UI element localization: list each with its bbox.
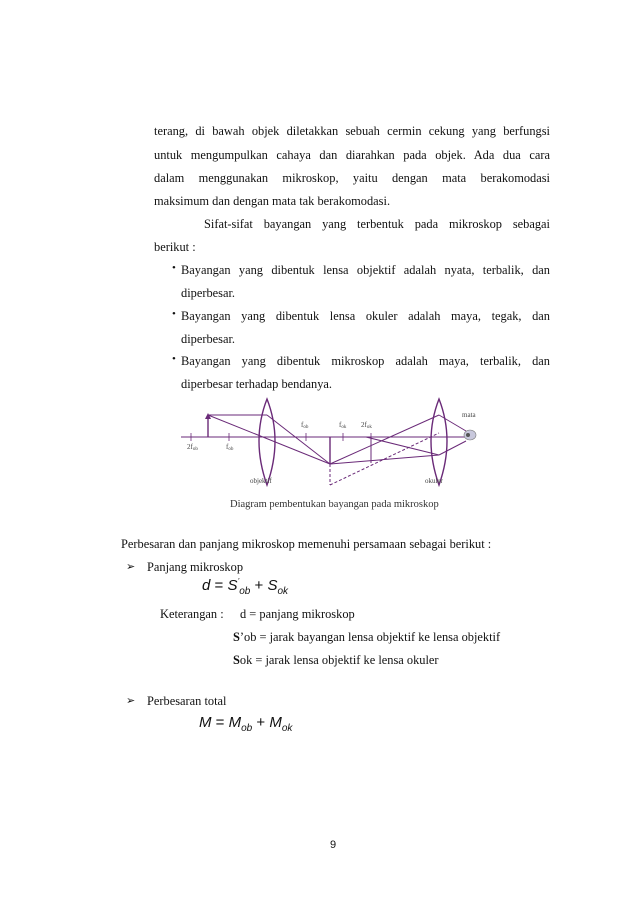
bullet1-line2: diperbesar. bbox=[181, 286, 236, 300]
svg-text:2fok: 2fok bbox=[361, 421, 372, 430]
formula-perbesaran: $M = M_{ob} + M_{ok}$ bbox=[199, 714, 293, 734]
para2-line2: berikut : bbox=[154, 240, 196, 254]
bullet3-line1: Bayangan yang dibentuk mikroskop adalah maya, terbalik, dan bbox=[181, 354, 550, 368]
microscope-ray-diagram bbox=[181, 393, 489, 493]
bullet-mark: • bbox=[172, 262, 176, 274]
keterangan-sob: S’ob = jarak bayangan lensa objektif ke lensa objektif bbox=[233, 630, 501, 644]
bullet2-line2: diperbesar. bbox=[181, 332, 236, 346]
para2-line1: Sifat-sifat bayangan yang terbentuk pada mikroskop sebagai bbox=[204, 217, 550, 231]
svg-text:mata: mata bbox=[462, 411, 476, 419]
bullet-mark: • bbox=[172, 308, 176, 320]
para1-line3: dalam menggunakan mikroskop, yaitu dengan mata berakomodasi bbox=[154, 171, 550, 185]
bullet2-line1: Bayangan yang dibentuk lensa okuler adalah maya, tegak, dan bbox=[181, 309, 550, 323]
arrow-bullet-icon: ➢ bbox=[126, 560, 136, 573]
para1-line1: terang, di bawah objek diletakkan sebuah cermin cekung yang berfungsi bbox=[154, 124, 550, 138]
keterangan-d: d = panjang mikroskop bbox=[240, 607, 355, 621]
svg-text:2fob: 2fob bbox=[187, 443, 198, 452]
diagram-caption: Diagram pembentukan bayangan pada mikroskop bbox=[230, 499, 439, 510]
objective-lens bbox=[259, 399, 275, 485]
svg-text:fok: fok bbox=[339, 421, 347, 430]
section2-title: Perbesaran total bbox=[147, 694, 227, 708]
keterangan-sok: Sok = jarak lensa objektif ke lensa okuler bbox=[233, 653, 439, 667]
bullet-mark: • bbox=[172, 353, 176, 365]
svg-text:fob: fob bbox=[226, 443, 234, 452]
bullet3-line2: diperbesar terhadap bendanya. bbox=[181, 377, 333, 391]
keterangan-label: Keterangan : bbox=[160, 607, 224, 621]
formula-panjang: $d = S^’_{ob} + S_{ok}$ bbox=[202, 577, 289, 597]
para1-line4: maksimum dan dengan mata tak berakomodasi. bbox=[154, 194, 391, 208]
svg-text:fob: fob bbox=[301, 421, 309, 430]
para1-line2: untuk mengumpulkan cahaya dan diarahkan pada objek. Ada dua cara bbox=[154, 148, 550, 162]
svg-text:okuler: okuler bbox=[425, 477, 443, 485]
svg-text:objektif: objektif bbox=[250, 477, 272, 485]
ocular-lens bbox=[431, 399, 447, 485]
page-number: 9 bbox=[330, 839, 337, 851]
bullet1-line1: Bayangan yang dibentuk lensa objektif adalah nyata, terbalik, dan bbox=[181, 263, 550, 277]
arrow-bullet-icon: ➢ bbox=[126, 694, 136, 707]
section1-title: Panjang mikroskop bbox=[147, 560, 244, 574]
para3: Perbesaran dan panjang mikroskop memenuhi persamaan sebagai berikut : bbox=[121, 537, 492, 551]
